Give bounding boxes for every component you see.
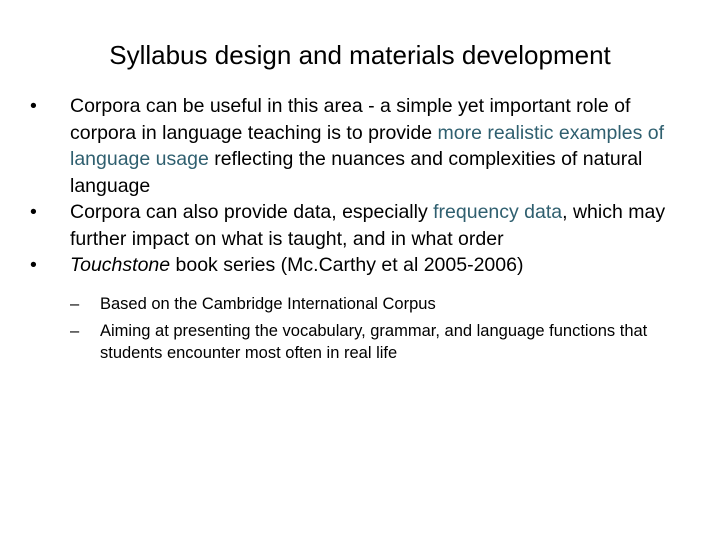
sub-bullet-cambridge-corpus (30, 293, 690, 315)
bullet-text: reflecting the nuances and complexities of natural language (70, 148, 643, 197)
bullet-item-frequency-data (30, 199, 690, 252)
slide-content (30, 93, 690, 364)
sub-bullet-marker: – (70, 321, 80, 340)
bullet-text: Corpora can also provide data, especially (70, 201, 434, 223)
sub-bullet-text: Based on the Cambridge International Corpus (100, 294, 436, 313)
sub-bullet-aiming (30, 320, 690, 364)
sub-bullet-text: Aiming at presenting the vocabulary, grammar, and language functions that students encounter most often in real life (100, 321, 648, 362)
bullet-marker: • (30, 201, 37, 223)
bullet-text: book series (Mc.Carthy et al 2005-2006) (170, 254, 524, 276)
bullet-marker: • (30, 95, 37, 117)
highlighted-phrase: more realistic examples of language usage (70, 121, 664, 170)
sub-bullet-marker: – (70, 294, 80, 313)
spacer (30, 279, 690, 293)
bullet-item-touchstone (30, 252, 690, 279)
bullet-item-corpora-useful (30, 93, 690, 199)
bullet-marker: • (30, 254, 37, 276)
bullet-text: , which may further impact on what is taught, and in what order (70, 201, 666, 250)
book-title: Touchstone (70, 254, 171, 276)
highlighted-phrase: frequency data (433, 201, 563, 223)
bullet-text: Corpora can be useful in this area - a simple yet important role of corpora in language teaching is to provide (70, 95, 631, 144)
slide-title: Syllabus design and materials development (109, 40, 611, 70)
